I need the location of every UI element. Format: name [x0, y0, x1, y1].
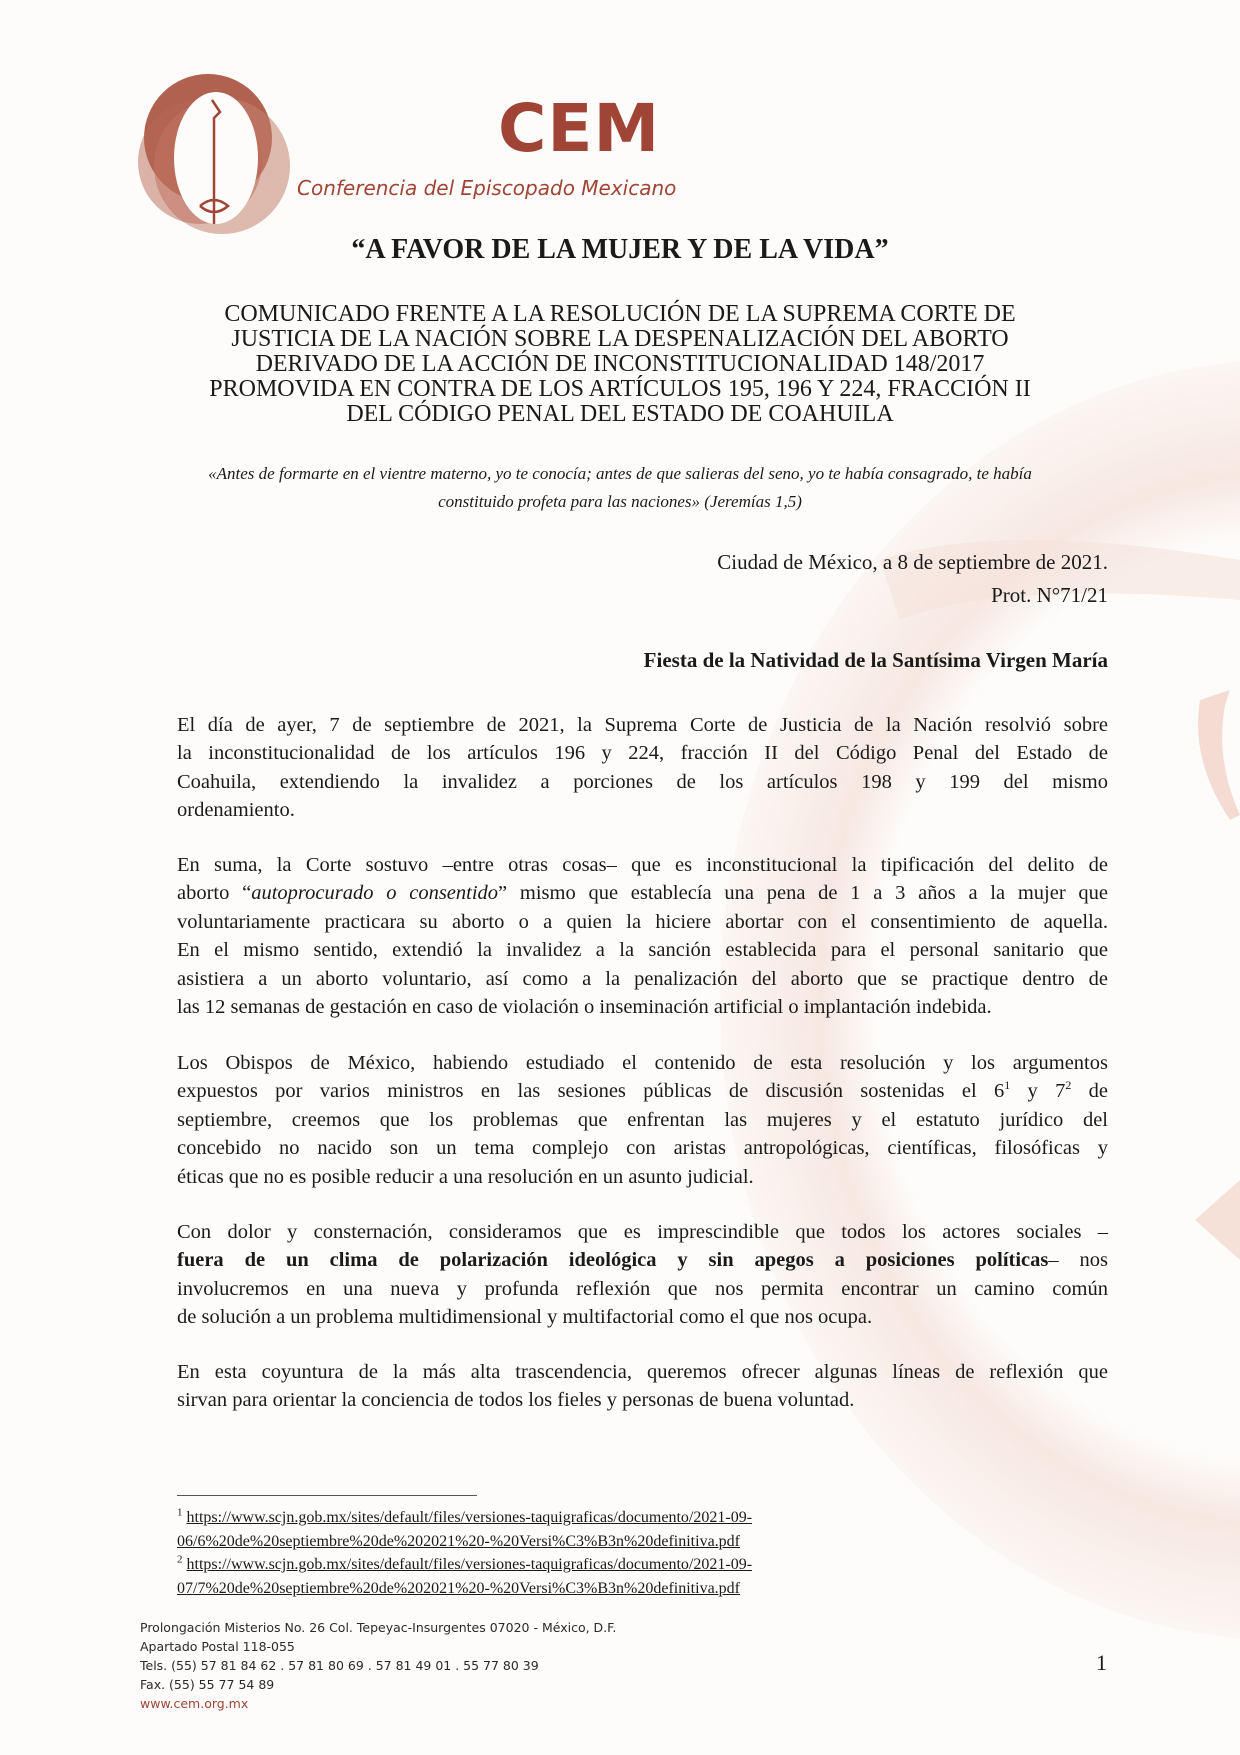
text-run: y 7 — [1010, 1080, 1066, 1103]
footer-phones: Tels. (55) 57 81 84 62 . 57 81 80 69 . 57 81 49 01 . 55 77 80 39 — [140, 1658, 539, 1673]
text-run: aborto “ — [177, 882, 252, 905]
footnote-link[interactable]: 07/7%20de%20septiembre%20de%202021%20-%20Versi%C3%B3n%20definitiva.pdf — [177, 1579, 740, 1597]
text-line: Los Obispos de México, habiendo estudiado el contenido de esta resolución y los argumentos — [177, 1052, 1108, 1074]
text-line — [177, 1246, 1108, 1274]
subtitle-line: JUSTICIA DE LA NACIÓN SOBRE LA DESPENALIZACIÓN DEL ABORTO — [231, 326, 1009, 352]
footnote-2 — [177, 1553, 897, 1577]
footnote-link[interactable]: https://www.scjn.gob.mx/sites/default/files/versiones-taquigraficas/documento/2021-09- — [186, 1509, 753, 1526]
footer-po-box: Apartado Postal 118-055 — [140, 1639, 295, 1654]
subtitle-line: DEL CÓDIGO PENAL DEL ESTADO DE COAHUILA — [346, 401, 894, 427]
page-number: 1 — [1096, 1650, 1107, 1675]
bold-emphasis: fuera de un clima de polarización ideológica y sin apegos a posiciones políticas — [177, 1249, 1049, 1272]
text-line: El día de ayer, 7 de septiembre de 2021, la Suprema Corte de Justicia de la Nación resolvió sobre — [177, 714, 1108, 736]
text-line: la inconstitucionalidad de los artículos 196 y 224, fracción II del Código Penal del Estado de — [177, 742, 1108, 765]
protocol-number: Prot. N°71/21 — [991, 583, 1108, 607]
paragraph-2 — [177, 851, 1108, 1021]
brand-name: CEM — [498, 90, 661, 167]
document-subtitle — [160, 302, 1080, 427]
paragraph-3 — [177, 1049, 1108, 1191]
text-line: concebido no nacido son un tema complejo con aristas antropológicas, científicas, filosóficas y — [177, 1137, 1108, 1160]
footnote-ref-2[interactable]: 2 — [1065, 1078, 1072, 1093]
footnote-link[interactable]: 06/6%20de%20septiembre%20de%202021%20-%20Versi%C3%B3n%20definitiva.pdf — [177, 1532, 740, 1550]
footer-address-block — [140, 1618, 616, 1713]
text-line: voluntariamente practicara su aborto o a quien la hiciere abortar con el consentimiento de aquella. — [177, 910, 1108, 933]
text-line: asistiera a un aborto voluntario, así como a la penalización del aborto que se practique dentro de — [177, 967, 1108, 990]
paragraph-4 — [177, 1218, 1108, 1332]
epigraph-line: constituido profeta para las naciones» (Jeremías 1,5) — [438, 492, 802, 511]
footnote-2-cont — [177, 1577, 897, 1601]
paragraph-5 — [177, 1358, 1108, 1415]
subtitle-line: DERIVADO DE LA ACCIÓN DE INCONSTITUCIONALIDAD 148/2017 — [255, 351, 985, 377]
text-run: expuestos por varios ministros en las sesiones públicas de discusión sostenidas el 6 — [177, 1080, 1005, 1103]
text-line: ordenamiento. — [177, 799, 295, 822]
text-line: éticas que no es posible reducir a una resolución en un asunto judicial. — [177, 1165, 754, 1188]
text-line: En el mismo sentido, extendió la invalidez a la sanción establecida para el personal sanitario que — [177, 939, 1108, 962]
italic-term: autoprocurado o consentido — [251, 882, 499, 905]
text-line — [177, 1077, 1108, 1105]
date-line: Ciudad de México, a 8 de septiembre de 2021. — [717, 550, 1108, 574]
text-line: las 12 semanas de gestación en caso de violación o inseminación artificial o implantación indebida. — [177, 995, 992, 1018]
text-line: En esta coyuntura de la más alta trascendencia, queremos ofrecer algunas líneas de reflexión que — [177, 1361, 1108, 1383]
footnote-link[interactable]: https://www.scjn.gob.mx/sites/default/files/versiones-taquigraficas/documento/2021-09- — [186, 1556, 753, 1573]
footnote-number: 2 — [177, 1553, 183, 1566]
brand-full-name: Conferencia del Episcopado Mexicano — [297, 176, 677, 200]
footnote-1 — [177, 1506, 897, 1530]
footnotes — [177, 1506, 897, 1600]
cem-logo-icon — [130, 66, 300, 238]
text-line: de solución a un problema multidimensional y multifactorial como el que nos ocupa. — [177, 1306, 873, 1329]
subtitle-line: PROMOVIDA EN CONTRA DE LOS ARTÍCULOS 195, 196 Y 224, FRACCIÓN II — [209, 376, 1031, 402]
epigraph-line: «Antes de formarte en el vientre materno, yo te conocía; antes de que salieras del seno, yo te había consagrado, te había — [208, 464, 1032, 483]
footnote-1-cont — [177, 1530, 897, 1554]
footer-address: Prolongación Misterios No. 26 Col. Tepeyac-Insurgentes 07020 - México, D.F. — [140, 1620, 617, 1635]
text-line: Con dolor y consternación, consideramos que es imprescindible que todos los actores sociales – — [177, 1221, 1108, 1243]
footnote-number: 1 — [177, 1506, 183, 1519]
text-line: involucremos en una nueva y profunda reflexión que nos permita encontrar un camino común — [177, 1277, 1108, 1300]
subtitle-line: COMUNICADO FRENTE A LA RESOLUCIÓN DE LA SUPREMA CORTE DE — [224, 301, 1016, 327]
document-title: “A FAVOR DE LA MUJER Y DE LA VIDA” — [351, 234, 889, 265]
text-run: – nos — [1048, 1249, 1108, 1272]
footnote-ref-1[interactable]: 1 — [1004, 1078, 1011, 1093]
footer-fax: Fax. (55) 55 77 54 89 — [140, 1677, 275, 1692]
feast-heading: Fiesta de la Natividad de la Santísima Virgen María — [643, 648, 1108, 672]
text-run: ” mismo que establecía una pena de 1 a 3 años a la mujer que — [498, 882, 1108, 905]
text-line — [177, 879, 1108, 907]
text-line: En suma, la Corte sostuvo –entre otras cosas– que es inconstitucional la tipificación del delito de — [177, 854, 1108, 876]
text-run: de — [1071, 1080, 1108, 1103]
text-line: sirvan para orientar la conciencia de todos los fieles y personas de buena voluntad. — [177, 1389, 855, 1412]
footnote-separator — [177, 1495, 477, 1496]
text-line: Coahuila, extendiendo la invalidez a porciones de los artículos 198 y 199 del mismo — [177, 770, 1108, 793]
epigraph-quote — [170, 460, 1070, 516]
footer-website-link[interactable]: www.cem.org.mx — [140, 1696, 249, 1711]
text-line: septiembre, creemos que los problemas que enfrentan las mujeres y el estatuto jurídico del — [177, 1108, 1108, 1131]
paragraph-1 — [177, 711, 1108, 825]
